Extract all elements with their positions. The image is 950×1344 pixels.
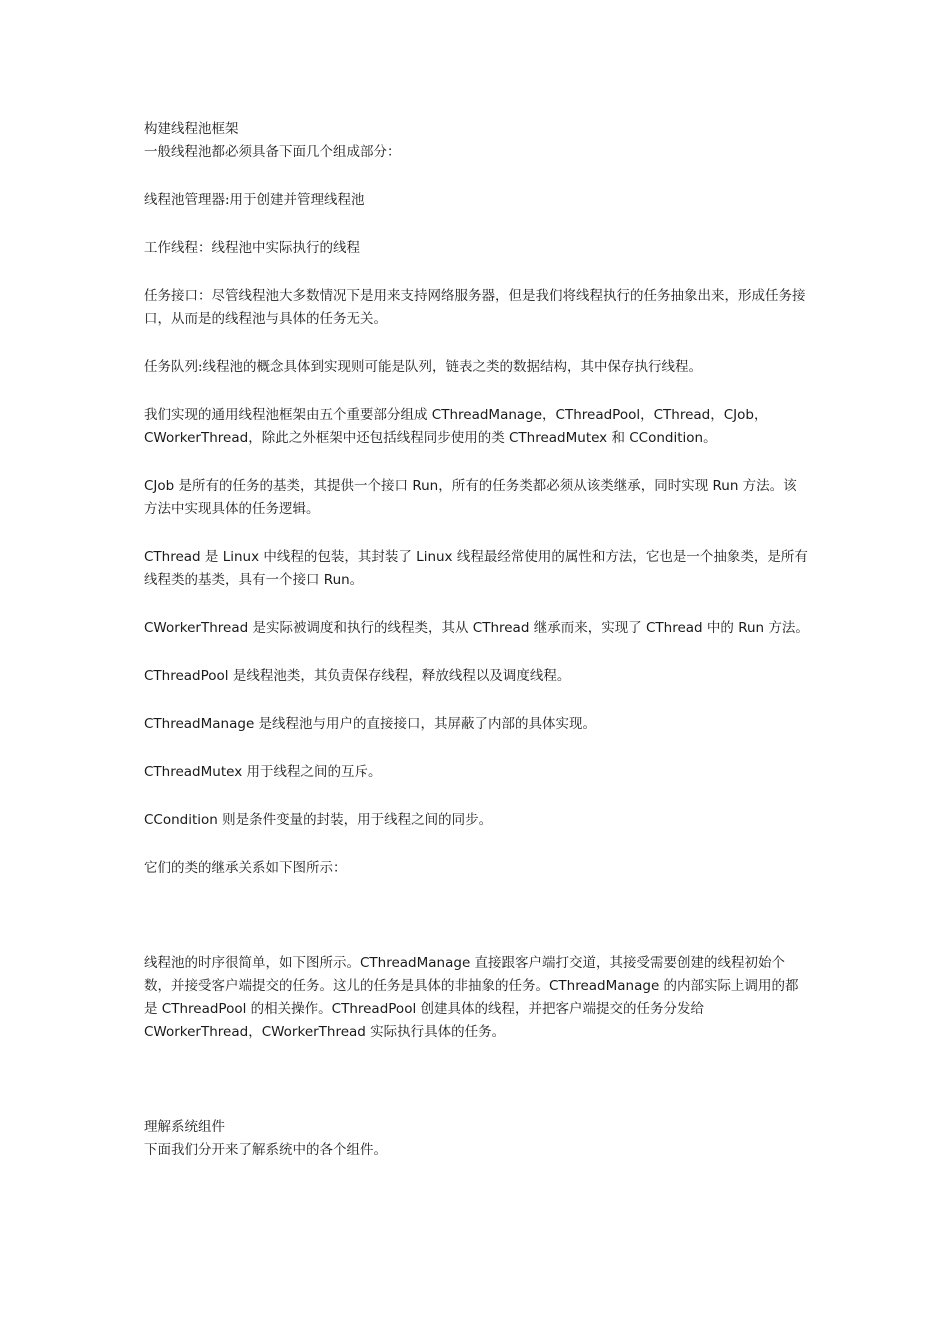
component-worker-thread: 工作线程：线程池中实际执行的线程 bbox=[144, 240, 360, 256]
timing-paragraph: 线程池的时序很简单，如下图所示。CThreadManage 直接跟客户端打交道，其接受需要创建的线程初始个数，并接受客户端提交的任务。这儿的任务是具体的非抽象的任务。CThreadManage 的内部实际上调用的都是 CThreadPool 的相关操作。CThreadPool 创建具体的线程，并把客户端提交的任务分发给 CWorkerThread，CWorkerThread 实际执行具体的任务。 bbox=[144, 955, 799, 1040]
framework-paragraph: 我们实现的通用线程池框架由五个重要部分组成 CThreadManage，CThreadPool，CThread，CJob，CWorkerThread，除此之外框架中还包括线程同步使用的类 CThreadMutex 和 CCondition。 bbox=[144, 407, 768, 446]
class-cthreadpool: CThreadPool 是线程池类，其负责保存线程，释放线程以及调度线程。 bbox=[144, 668, 571, 684]
class-cthread: CThread 是 Linux 中线程的包装，其封装了 Linux 线程最经常使用的属性和方法，它也是一个抽象类，是所有线程类的基类，具有一个接口 Run。 bbox=[144, 549, 808, 588]
intro-paragraph: 一般线程池都必须具备下面几个组成部分： bbox=[144, 144, 401, 160]
class-cworkerthread: CWorkerThread 是实际被调度和执行的线程类，其从 CThread 继承而来，实现了 CThread 中的 Run 方法。 bbox=[144, 620, 809, 636]
class-cthreadmanage: CThreadManage 是线程池与用户的直接接口，其屏蔽了内部的具体实现。 bbox=[144, 716, 597, 732]
component-task-interface: 任务接口：尽管线程池大多数情况下是用来支持网络服务器，但是我们将线程执行的任务抽象出来，形成任务接口，从而是的线程池与具体的任务无关。 bbox=[144, 288, 806, 327]
document-body bbox=[144, 118, 810, 1162]
class-cjob: CJob 是所有的任务的基类，其提供一个接口 Run，所有的任务类都必须从该类继承，同时实现 Run 方法。该方法中实现具体的任务逻辑。 bbox=[144, 478, 797, 517]
class-cthreadmutex: CThreadMutex 用于线程之间的互斥。 bbox=[144, 764, 382, 780]
component-thread-pool-manager: 线程池管理器:用于创建并管理线程池 bbox=[144, 192, 365, 208]
inheritance-caption: 它们的类的继承关系如下图所示： bbox=[144, 860, 347, 876]
section-title: 构建线程池框架 bbox=[144, 121, 239, 137]
section-title-2: 理解系统组件 bbox=[144, 1119, 225, 1135]
component-task-queue: 任务队列:线程池的概念具体到实现则可能是队列，链表之类的数据结构，其中保存执行线程。 bbox=[144, 359, 703, 375]
section-2-intro: 下面我们分开来了解系统中的各个组件。 bbox=[144, 1142, 387, 1158]
class-ccondition: CCondition 则是条件变量的封装，用于线程之间的同步。 bbox=[144, 812, 493, 828]
